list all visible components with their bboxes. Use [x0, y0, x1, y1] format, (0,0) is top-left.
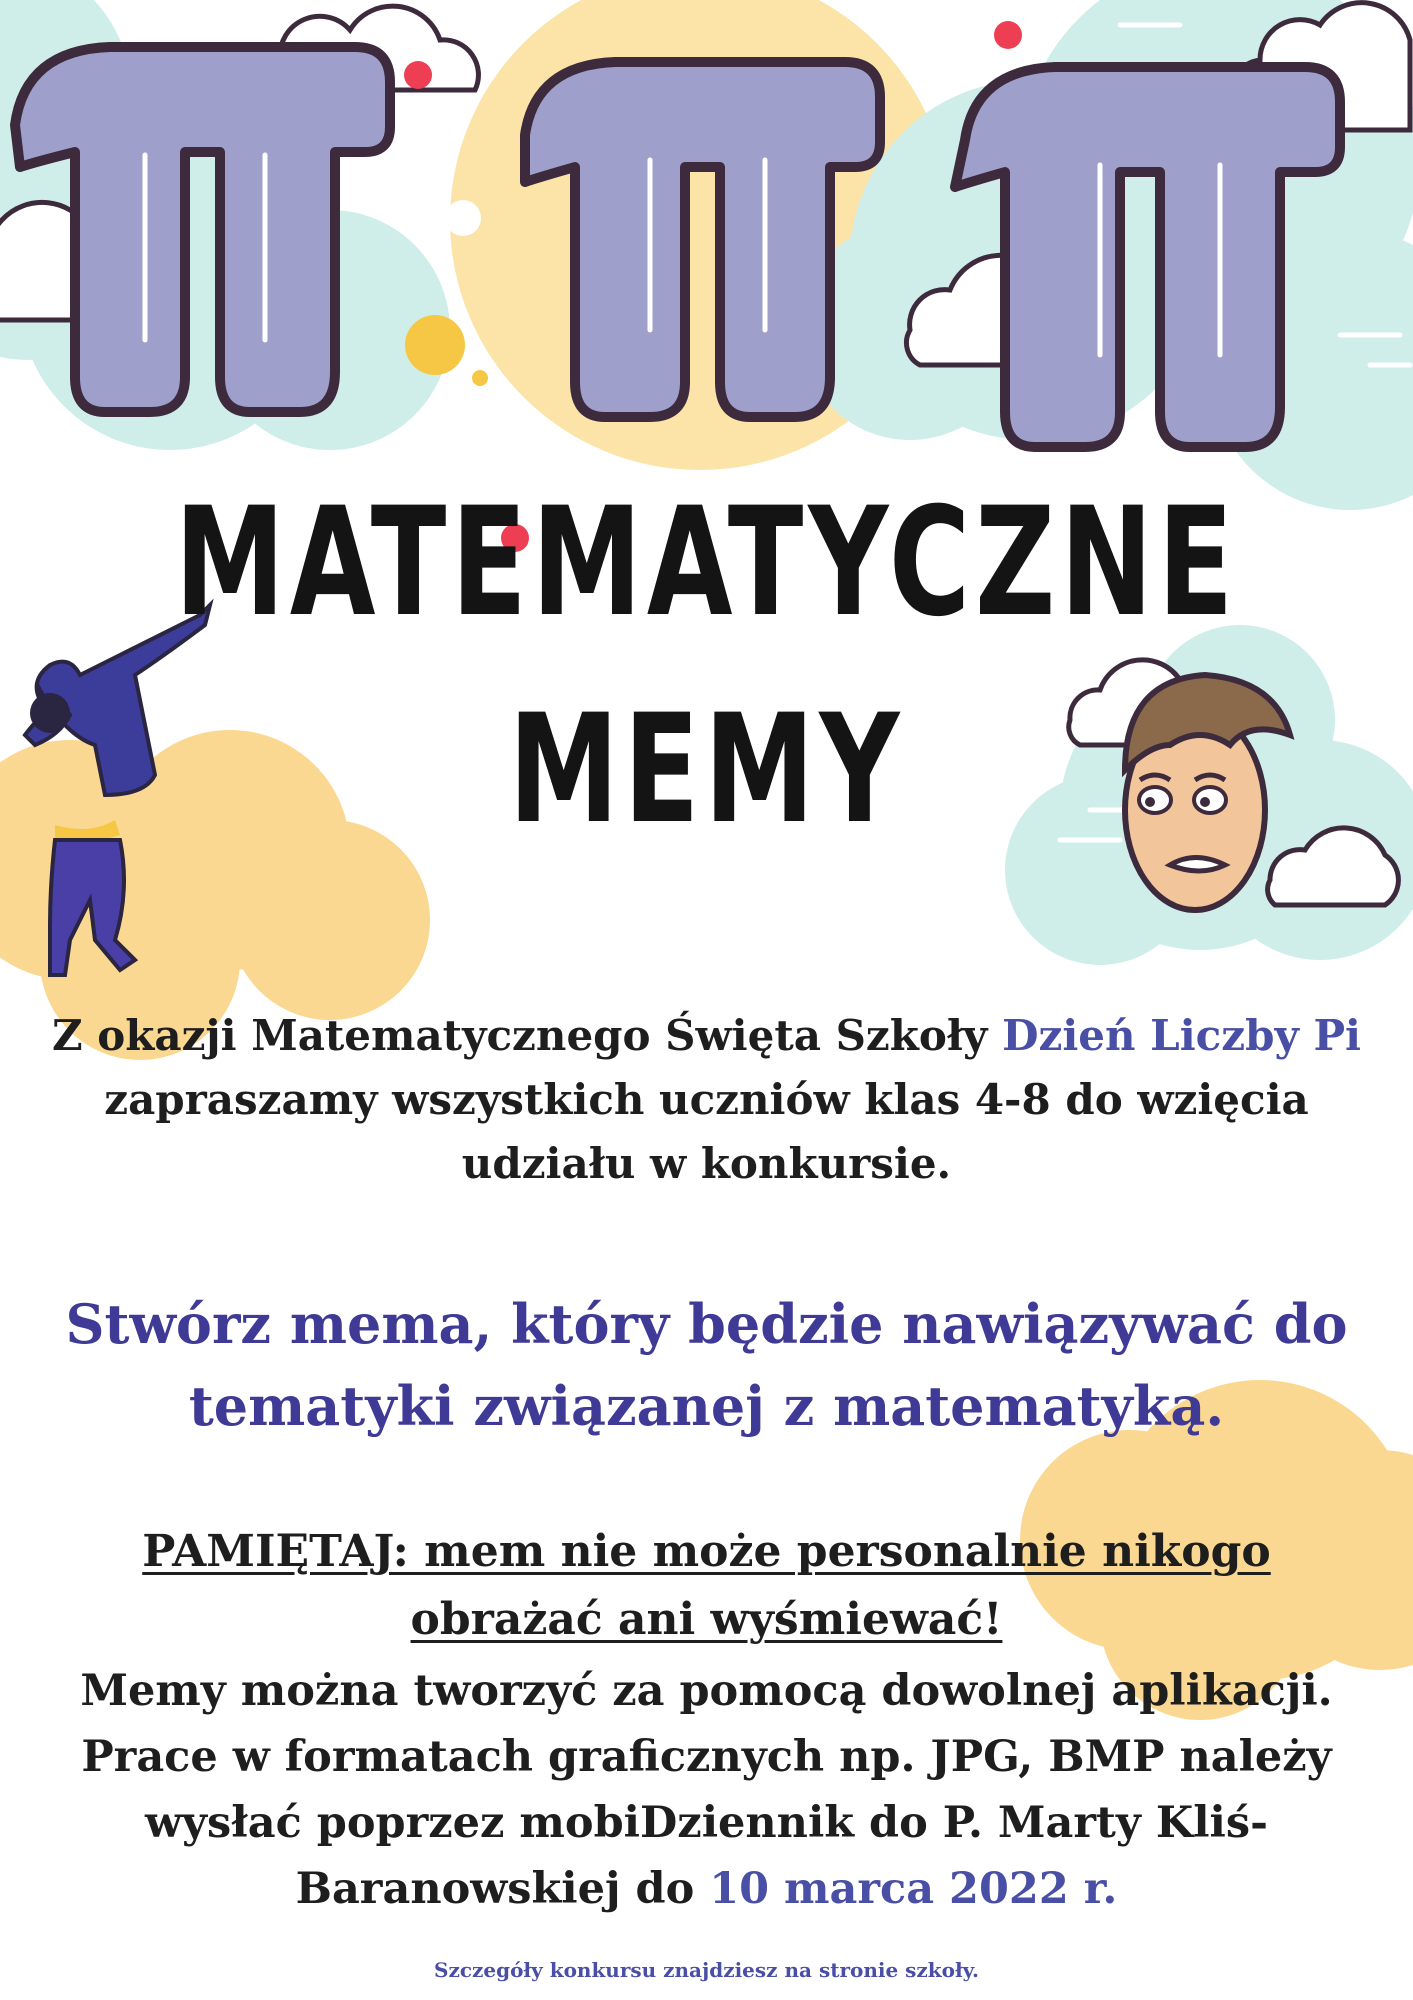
red-dot [994, 21, 1022, 49]
deadline-date: 10 marca 2022 r. [709, 1864, 1118, 1914]
info-paragraph [20, 1658, 1393, 1922]
footer-note: Szczegóły konkursu znajdziesz na stronie szkoły. [434, 1958, 979, 1982]
yellow-dot [472, 370, 488, 386]
pi-day-highlight: Dzień Liczby Pi [1002, 1011, 1362, 1060]
info-text: Memy można tworzyć za pomocą dowolnej aplikacji. Prace w formatach graficznych np. JPG, BMP należy wysłać poprzez mobiDziennik do P. Marty Kliś-Baranowskiej do [80, 1666, 1333, 1914]
poster-title-line2: MEMY [508, 683, 905, 857]
remember-rule: PAMIĘTAJ: mem nie może personalnie nikogo obrażać ani wyśmiewać! [142, 1526, 1271, 1645]
lead-call-to-action: Stwórz mema, który będzie nawiązywać do tematyki związanej z matematyką. [65, 1292, 1348, 1438]
yellow-dot [405, 315, 465, 375]
intro-paragraph [20, 1004, 1393, 1196]
intro-text-after: zapraszamy wszystkich uczniów klas 4-8 do wzięcia udziału w konkursie. [104, 1075, 1309, 1188]
white-dot [445, 200, 481, 236]
red-dot [404, 61, 432, 89]
poster-title-line1: MATEMATYCZNE [174, 476, 1239, 650]
intro-text-before: Z okazji Matematycznego Święta Szkoły [51, 1011, 1003, 1060]
